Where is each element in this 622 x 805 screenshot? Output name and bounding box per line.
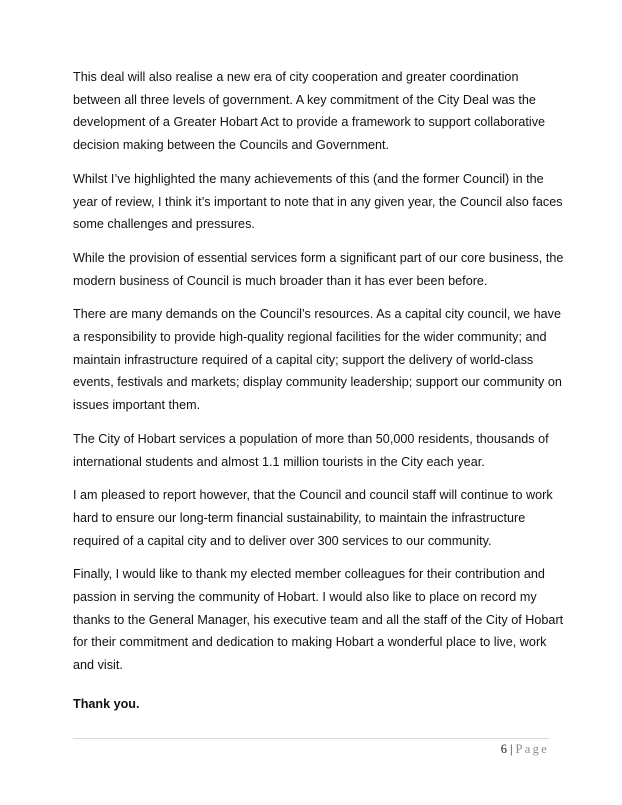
page-number-footer — [501, 740, 549, 758]
footer-divider — [73, 738, 549, 739]
paragraph-line: decision making between the Councils and Government. — [73, 138, 390, 153]
paragraph-line: maintain infrastructure required of a capital city; support the delivery of world-class — [73, 352, 534, 367]
body-paragraph — [73, 168, 563, 236]
body-paragraph — [73, 428, 563, 473]
paragraph-line: international students and almost 1.1 million tourists in the City each year. — [73, 454, 485, 469]
paragraph-line: passion in serving the community of Hobart. I would also like to place on record my — [73, 590, 537, 605]
paragraph-line: While the provision of essential services form a significant part of our core business, the — [73, 250, 564, 265]
paragraph-line: events, festivals and markets; display community leadership; support our community on — [73, 375, 562, 390]
paragraph-line: required of a capital city and to deliver over 300 services to our community. — [73, 533, 492, 548]
paragraph-line: The City of Hobart services a population of more than 50,000 residents, thousands of — [73, 431, 549, 446]
paragraph-line: between all three levels of government. A key commitment of the City Deal was the — [73, 92, 536, 107]
body-paragraph — [73, 563, 563, 677]
body-paragraph — [73, 484, 563, 552]
page-label: Page — [515, 742, 549, 756]
page-number: 6 — [500, 742, 507, 756]
paragraph-line: Finally, I would like to thank my elected member colleagues for their contribution and — [73, 567, 545, 582]
paragraph-line: modern business of Council is much broader than it has ever been before. — [73, 273, 488, 288]
paragraph-line: and visit. — [73, 658, 123, 673]
body-paragraph — [73, 303, 563, 417]
paragraph-line: I am pleased to report however, that the Council and council staff will continue to work — [73, 488, 553, 503]
paragraph-line: some challenges and pressures. — [73, 217, 255, 232]
paragraph-line: thanks to the General Manager, his executive team and all the staff of the City of Hobart — [73, 612, 564, 627]
document-body — [73, 66, 563, 688]
paragraph-line: a responsibility to provide high-quality regional facilities for the wider community; and — [73, 330, 547, 345]
paragraph-line: This deal will also realise a new era of city cooperation and greater coordination — [73, 70, 519, 84]
paragraph-line: There are many demands on the Council’s resources. As a capital city council, we have — [73, 307, 561, 322]
closing-text: Thank you. — [73, 697, 140, 711]
paragraph-line: year of review, I think it’s important to note that in any given year, the Council also faces — [73, 194, 563, 209]
body-paragraph — [73, 247, 563, 292]
paragraph-line: development of a Greater Hobart Act to provide a framework to support collaborative — [73, 115, 546, 130]
paragraph-line: for their commitment and dedication to making Hobart a wonderful place to live, work — [73, 635, 547, 650]
paragraph-line: Whilst I’ve highlighted the many achievements of this (and the former Council) in the — [73, 171, 544, 186]
paragraph-line: hard to ensure our long-term financial sustainability, to maintain the infrastructure — [73, 510, 526, 525]
paragraph-line: issues important them. — [73, 398, 201, 413]
body-paragraph — [73, 66, 563, 157]
page-number-separator: | — [509, 742, 513, 756]
